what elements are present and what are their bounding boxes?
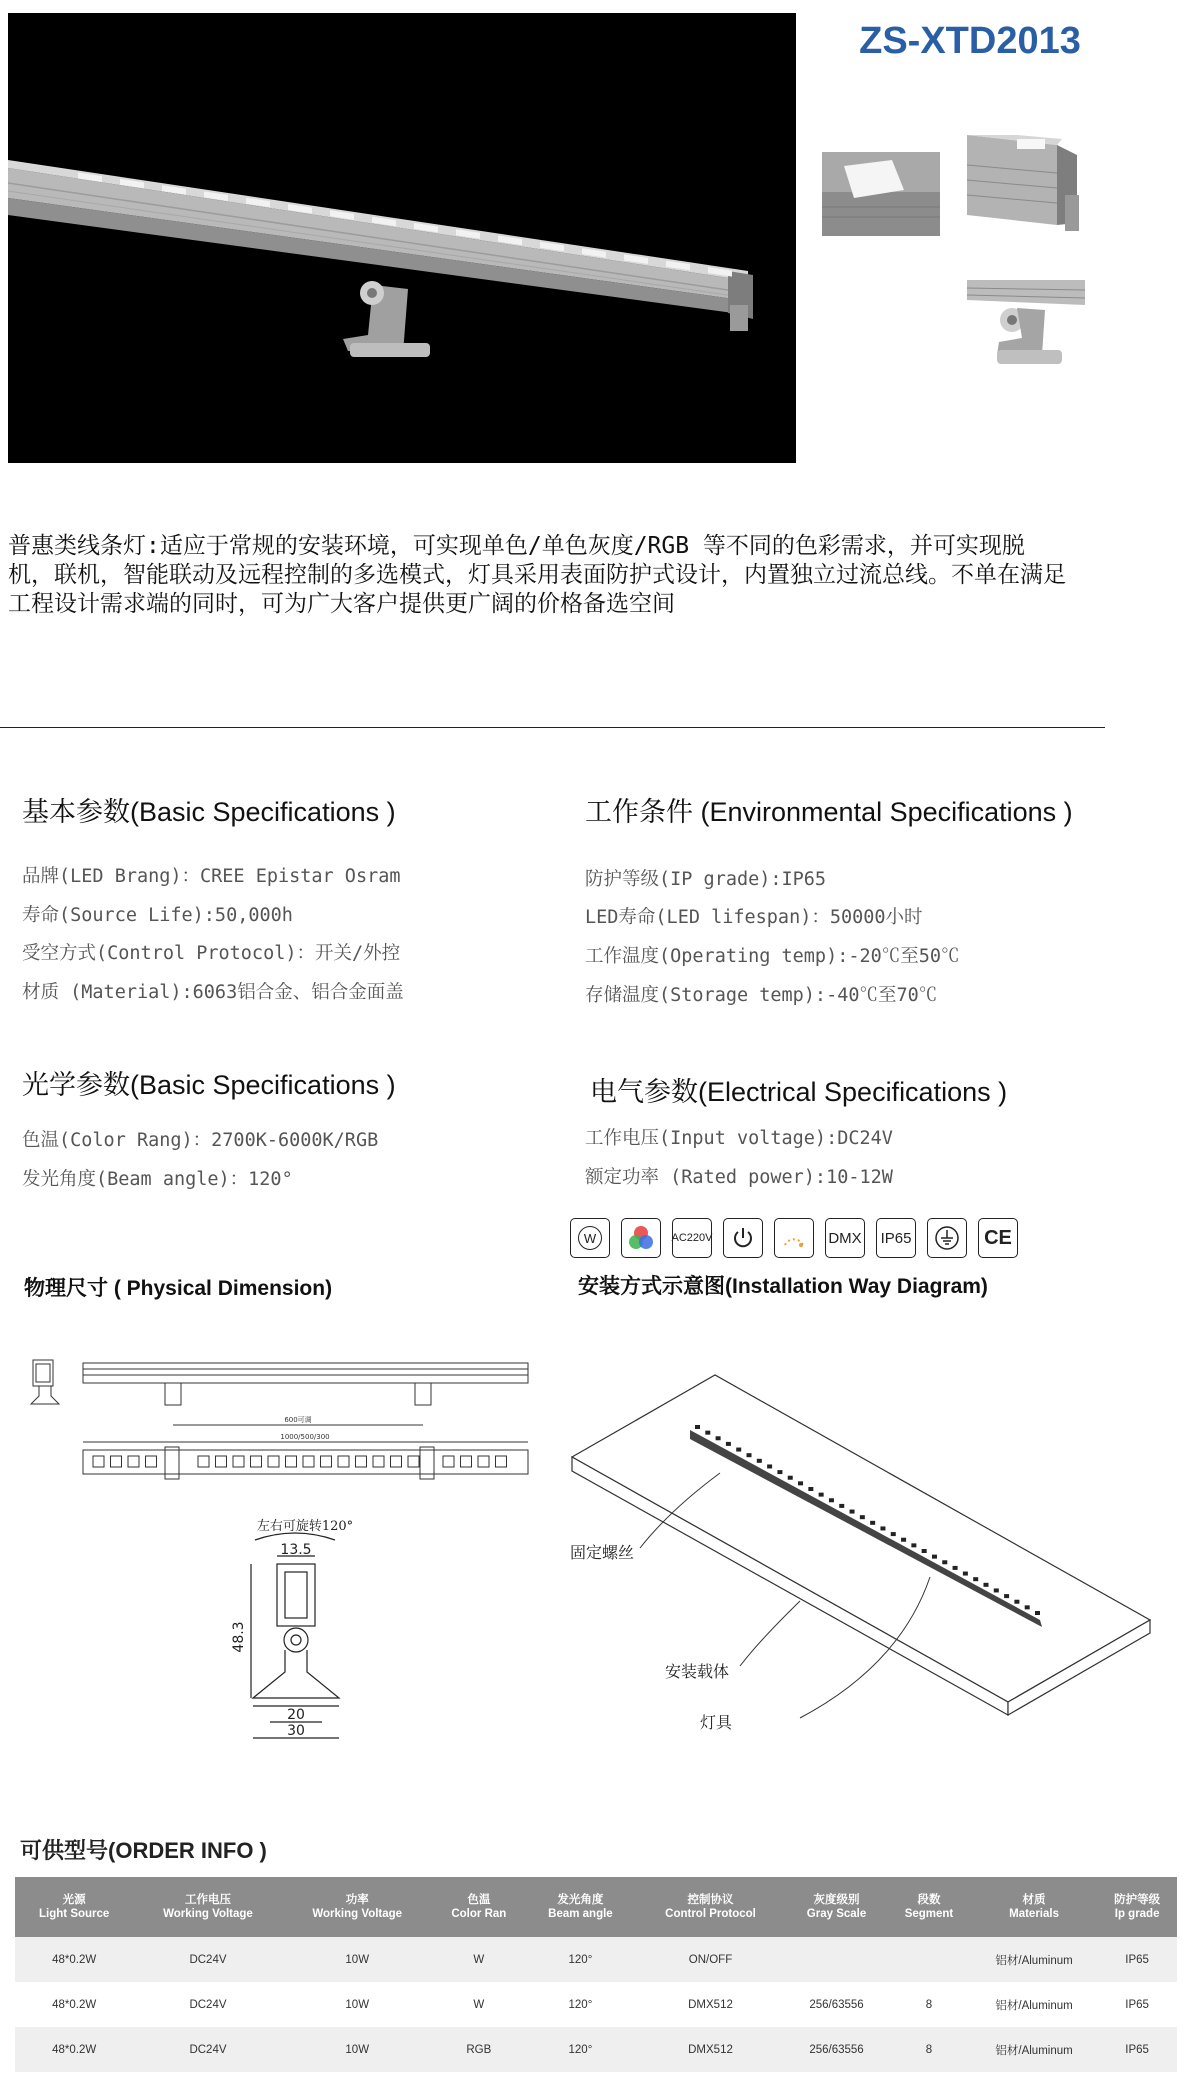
electrical-specs-title: 电气参数(Electrical Specifications ) [590, 1077, 1008, 1107]
led-square [146, 1456, 157, 1467]
spec-led-lifespan: LED寿命(LED lifespan)：50000小时 [585, 907, 923, 928]
install-led [705, 1431, 710, 1435]
install-led [819, 1493, 824, 1497]
spec-material: 材质 (Material):6063铝合金、铝合金面盖 [22, 982, 404, 1003]
optical-specs-title: 光学参数(Basic Specifications ) [22, 1070, 396, 1100]
led-square [408, 1456, 419, 1467]
model-number: ZS-XTD2013 [859, 20, 1081, 62]
spec-life: 寿命(Source Life):50,000h [22, 905, 293, 926]
install-led [942, 1560, 947, 1564]
install-led [860, 1515, 865, 1519]
install-led [808, 1487, 813, 1491]
installation-diagram [560, 1365, 1165, 1735]
length-label: 1000/500/300 [280, 1433, 330, 1441]
white-light-icon: W [570, 1218, 610, 1258]
spec-ip-grade: 防护等级(IP grade):IP65 [585, 869, 827, 890]
product-description: 普惠类线条灯:适应于常规的安装环境，可实现单色/单色灰度/RGB 等不同的色彩需求，并可实现脱机，联机，智能联动及远程控制的多选模式，灯具采用表面防护式设计，内置独立过流总线。不单在满足工程设计需求端的同时，可为广大客户提供更广阔的价格备选空间 [8, 533, 1066, 617]
thumbnail-bracket [967, 280, 1085, 375]
environmental-specs-title: 工作条件 (Environmental Specifications ) [585, 797, 1073, 827]
install-led [695, 1425, 700, 1429]
install-led [973, 1577, 978, 1581]
install-led [829, 1498, 834, 1502]
install-led [798, 1481, 803, 1485]
led-square [321, 1456, 332, 1467]
col-control: 控制协议 Control Protocol [635, 1877, 786, 1937]
divider [0, 727, 1105, 728]
label-screw: 固定螺丝 [570, 1543, 635, 1562]
spec-rated-power: 额定功率 (Rated power):10-12W [585, 1167, 893, 1188]
col-ip-grade: 防护等级 Ip grade [1097, 1877, 1177, 1937]
led-square [356, 1456, 367, 1467]
col-power: 功率 Working Voltage [283, 1877, 432, 1937]
install-led [1014, 1600, 1019, 1604]
col-gray-scale: 灰度级别 Gray Scale [786, 1877, 887, 1937]
ce-icon: CE [978, 1218, 1018, 1258]
spec-storage-temp: 存储温度(Storage temp):-40℃至70℃ [585, 985, 938, 1006]
feature-icons [570, 1218, 1018, 1258]
ground-icon [927, 1218, 967, 1258]
spec-input-voltage: 工作电压(Input voltage):DC24V [585, 1128, 893, 1149]
led-square [233, 1456, 244, 1467]
col-segment: 段数 Segment [887, 1877, 971, 1937]
install-led [767, 1464, 772, 1468]
install-led [891, 1532, 896, 1536]
col-color: 色温 Color Ran [432, 1877, 526, 1937]
basic-specs-title: 基本参数(Basic Specifications ) [22, 797, 396, 827]
led-square [496, 1456, 507, 1467]
dim-outer: 30 [287, 1723, 305, 1739]
dim-top: 13.5 [280, 1542, 312, 1558]
col-working-voltage: 工作电压 Working Voltage [133, 1877, 282, 1937]
spec-control: 受空方式(Control Protocol)：开关/外控 [22, 943, 401, 964]
install-led [736, 1448, 741, 1452]
install-led [953, 1566, 958, 1570]
install-led [788, 1476, 793, 1480]
led-square [198, 1456, 209, 1467]
install-led [922, 1549, 927, 1553]
install-led [994, 1588, 999, 1592]
led-square [478, 1456, 489, 1467]
install-led [726, 1442, 731, 1446]
led-square [216, 1456, 227, 1467]
install-led [757, 1459, 762, 1463]
label-lamp: 灯具 [700, 1713, 733, 1732]
led-square [443, 1456, 454, 1467]
installation-title: 安装方式示意图(Installation Way Diagram) [578, 1275, 988, 1298]
led-square [461, 1456, 472, 1467]
led-square [391, 1456, 402, 1467]
col-materials: 材质 Materials [971, 1877, 1097, 1937]
order-table-header [15, 1877, 1177, 1937]
ac220v-icon: AC220V [672, 1218, 712, 1258]
bracket-drawing [215, 1512, 385, 1752]
install-led [932, 1555, 937, 1559]
thumbnail-end-cap [967, 135, 1092, 240]
dmx-icon: DMX [825, 1218, 865, 1258]
install-led [1004, 1594, 1009, 1598]
install-led [716, 1436, 721, 1440]
install-led [911, 1543, 916, 1547]
install-led [1025, 1605, 1030, 1609]
label-carrier: 安装载体 [665, 1662, 730, 1681]
power-icon [723, 1218, 763, 1258]
spec-brand: 品牌(LED Brang)：CREE Epistar Osram [22, 866, 401, 887]
install-led [901, 1538, 906, 1542]
spacing-label: 600可调 [284, 1416, 312, 1424]
dim-inner: 20 [287, 1707, 305, 1723]
table-row: 48*0.2W DC24V 10W W 120° DMX512 256/63556 8 铝材/Aluminum IP65 [52, 1998, 1149, 2012]
dimension-title: 物理尺寸 ( Physical Dimension) [24, 1277, 333, 1300]
led-square [303, 1456, 314, 1467]
col-light-source: 光源 Light Source [15, 1877, 133, 1937]
dimension-drawing [15, 1330, 535, 1505]
col-beam-angle: 发光角度 Beam angle [526, 1877, 635, 1937]
dimming-icon [774, 1218, 814, 1258]
table-row: 48*0.2W DC24V 10W W 120° ON/OFF 铝材/Aluminum IP65 [15, 1937, 1177, 1982]
order-table [15, 1877, 1177, 2072]
led-square [128, 1456, 139, 1467]
install-led [850, 1510, 855, 1514]
install-led [963, 1572, 968, 1576]
thumbnail-led-closeup [822, 152, 940, 236]
dim-height: 48.3 [231, 1621, 247, 1653]
spec-operating-temp: 工作温度(Operating temp):-20℃至50℃ [585, 946, 960, 967]
table-row: 48*0.2W DC24V 10W RGB 120° DMX512 256/63556 8 铝材/Aluminum IP65 [15, 2027, 1177, 2072]
order-info-title: 可供型号(ORDER INFO ) [20, 1838, 267, 1863]
install-led [747, 1453, 752, 1457]
led-square [338, 1456, 349, 1467]
spec-beam-angle: 发光角度(Beam angle)：120° [22, 1169, 293, 1190]
install-led [839, 1504, 844, 1508]
led-square [93, 1456, 104, 1467]
led-square [111, 1456, 122, 1467]
ip65-icon: IP65 [876, 1218, 916, 1258]
rotate-note: 左右可旋转120° [256, 1519, 354, 1534]
install-led [880, 1526, 885, 1530]
led-square [286, 1456, 297, 1467]
led-square [251, 1456, 262, 1467]
spec-color-range: 色温(Color Rang)：2700K-6000K/RGB [22, 1130, 379, 1151]
led-square [268, 1456, 279, 1467]
product-hero-image [8, 13, 796, 463]
install-led [983, 1583, 988, 1587]
install-led [1035, 1611, 1040, 1615]
led-square [373, 1456, 384, 1467]
install-led [777, 1470, 782, 1474]
install-led [870, 1521, 875, 1525]
rgb-icon [621, 1218, 661, 1258]
